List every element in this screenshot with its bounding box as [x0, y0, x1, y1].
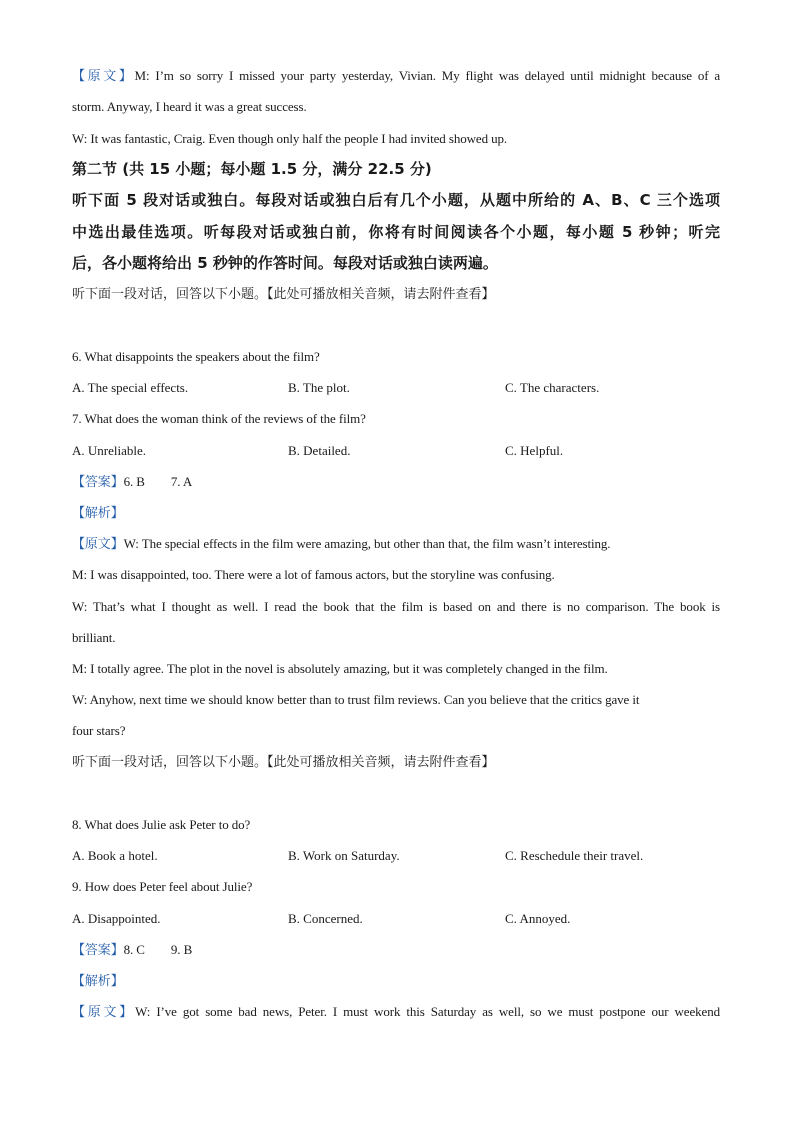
section-instructions: 中选出最佳选项。听每段对话或独白前，你将有时间阅读各个小题，每小题 5 秒钟；听完	[72, 223, 720, 241]
transcript-line: W: It was fantastic, Craig. Even though only half the people I had invited showed up.	[72, 131, 508, 146]
option-b: B. Concerned.	[288, 911, 363, 926]
answer-tag: 【答案】	[72, 475, 124, 490]
transcript-line: 【原文】W: The special effects in the film were amazing, but other than that, the film wasn’t interesting.	[72, 536, 611, 552]
transcript-line: W: Anyhow, next time we should know better than to trust film reviews. Can you believe that the critics gave it	[72, 692, 640, 707]
answer-line: 【答案】8. C 9. B	[72, 942, 193, 958]
option-a: A. Disappointed.	[72, 911, 161, 926]
option-c: C. Annoyed.	[505, 911, 571, 926]
listen-prompt: 听下面一段对话，回答以下小题。【此处可播放相关音频，请去附件查看】	[72, 755, 495, 770]
section-instructions: 听下面 5 段对话或独白。每段对话或独白后有几个小题，从题中所给的 A、B、C 三个选项	[72, 191, 720, 209]
analysis-tag: 【解析】	[72, 974, 124, 989]
section-heading: 第二节 (共 15 小题；每小题 1.5 分，满分 22.5 分)	[72, 160, 432, 178]
option-c: C. Helpful.	[505, 443, 564, 458]
section-instructions: 后，各小题将给出 5 秒钟的作答时间。每段对话或独白读两遍。	[72, 254, 498, 272]
analysis-line	[72, 504, 124, 523]
analysis-tag: 【解析】	[72, 506, 124, 521]
transcript-line: 【原文】M: I’m so sorry I missed your party yesterday, Vivian. My flight was delayed until midnight because of a	[72, 68, 721, 84]
option-c: C. The characters.	[505, 380, 600, 395]
question-stem: 7. What does the woman think of the reviews of the film?	[72, 411, 366, 426]
transcript-line: brilliant.	[72, 630, 116, 645]
option-a: A. Unreliable.	[72, 443, 147, 458]
option-b: B. The plot.	[288, 380, 350, 395]
transcript-line: 【原文】W: I’ve got some bad news, Peter. I must work this Saturday as well, so we must postpone our weekend	[72, 1004, 720, 1020]
option-b: B. Work on Saturday.	[288, 848, 400, 863]
question-stem: 8. What does Julie ask Peter to do?	[72, 817, 251, 832]
option-a: A. The special effects.	[72, 380, 189, 395]
question-stem: 9. How does Peter feel about Julie?	[72, 879, 253, 894]
transcript-tag: 【原文】	[72, 69, 135, 84]
transcript-line: M: I was disappointed, too. There were a lot of famous actors, but the storyline was confusing.	[72, 567, 555, 582]
option-b: B. Detailed.	[288, 443, 351, 458]
analysis-line	[72, 972, 124, 991]
transcript-line: M: I totally agree. The plot in the novel is absolutely amazing, but it was completely changed in the film.	[72, 661, 608, 676]
transcript-line: W: That’s what I thought as well. I read the book that the film is based on and there is no comparison. The book is	[72, 599, 720, 614]
option-c: C. Reschedule their travel.	[505, 848, 644, 863]
transcript-tag: 【原文】	[72, 537, 124, 552]
answer-tag: 【答案】	[72, 943, 124, 958]
transcript-line: four stars?	[72, 723, 126, 738]
transcript-tag: 【原文】	[72, 1005, 136, 1020]
answer-line: 【答案】6. B 7. A	[72, 474, 193, 490]
transcript-line: storm. Anyway, I heard it was a great success.	[72, 99, 307, 114]
question-stem: 6. What disappoints the speakers about the film?	[72, 349, 320, 364]
listen-prompt: 听下面一段对话，回答以下小题。【此处可播放相关音频，请去附件查看】	[72, 287, 495, 302]
option-a: A. Book a hotel.	[72, 848, 158, 863]
